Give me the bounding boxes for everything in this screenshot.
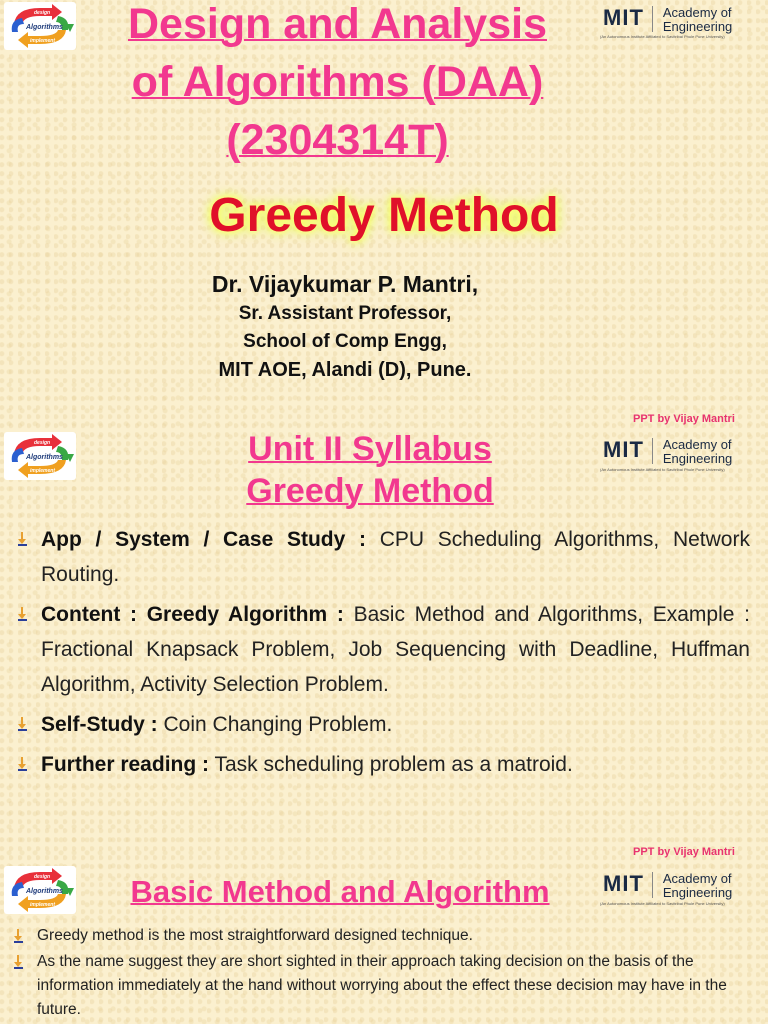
bullet-text: Greedy method is the most straightforward designed technique. <box>37 927 473 944</box>
syllabus-slide <box>0 410 768 830</box>
course-title-line-1: Design and Analysis <box>128 0 547 48</box>
syllabus-bullets <box>14 522 750 782</box>
bullet-label: App / System / Case Study : <box>41 528 366 551</box>
list-item <box>14 597 750 702</box>
affiliation-text: (An Autonomous Institute Affiliated to Savitribai Phule Pune University) <box>600 901 725 906</box>
course-title-line-2: of Algorithms (DAA) <box>131 58 544 106</box>
bullet-arrow-icon <box>18 607 28 622</box>
mit-aoe-logo <box>603 6 732 34</box>
logo-divider <box>652 872 653 898</box>
ppt-credit: PPT by Vijay Mantri <box>633 413 735 425</box>
bullet-text: Coin Changing Problem. <box>157 713 393 736</box>
academy-line-1: Academy of <box>662 437 732 452</box>
course-title-line-3: (2304314T) <box>226 116 449 164</box>
bullet-text: Basic Method and Algorithms, Example : Fractional Knapsack Problem, Job Sequencing with Deadline, Huffman Algorithm, Activity Selection Problem. <box>41 603 750 696</box>
list-item <box>14 747 750 782</box>
list-item <box>14 707 750 742</box>
author-institute: MIT AOE, Alandi (D), Pune. <box>218 359 472 381</box>
title-slide <box>0 0 768 410</box>
algorithm-cycle-logo <box>4 432 76 480</box>
academy-line-2: Engineering <box>662 19 733 34</box>
academy-text <box>663 872 732 900</box>
topic-title: Greedy Method <box>209 189 559 242</box>
academy-text <box>663 6 732 34</box>
bullet-text: CPU Scheduling Algorithms, Network Routing. <box>41 528 750 586</box>
bullet-label: Self-Study : <box>41 713 158 736</box>
bullet-arrow-icon <box>18 757 28 772</box>
affiliation-text: (An Autonomous Institute Affiliated to Savitribai Phule Pune University) <box>600 467 725 472</box>
basic-method-title: Basic Method and Algorithm <box>130 874 550 909</box>
academy-line-2: Engineering <box>662 885 733 900</box>
academy-line-1: Academy of <box>662 871 732 886</box>
syllabus-title <box>180 428 560 512</box>
affiliation-text: (An Autonomous Institute Affiliated to Savitribai Phule Pune University) <box>600 34 725 39</box>
logo-divider <box>652 6 653 32</box>
mit-aoe-logo <box>603 438 732 466</box>
basic-method-bullets <box>10 924 755 1022</box>
bullet-arrow-icon <box>18 532 28 547</box>
academy-line-2: Engineering <box>662 451 733 466</box>
bullet-arrow-icon <box>18 717 28 732</box>
logo-divider <box>652 438 653 464</box>
academy-line-1: Academy of <box>662 5 732 20</box>
list-item <box>10 924 755 948</box>
bullet-label: Further reading : <box>41 753 210 776</box>
ppt-credit: PPT by Vijay Mantri <box>633 846 735 858</box>
author-department: School of Comp Engg, <box>243 331 447 352</box>
basic-method-slide <box>0 838 768 1024</box>
bullet-arrow-icon <box>14 955 24 970</box>
mit-wordmark: MIT <box>603 871 644 896</box>
algorithm-cycle-logo <box>4 866 76 914</box>
academy-text <box>663 438 732 466</box>
bullet-text: Task scheduling problem as a matroid. <box>209 753 573 776</box>
bullet-arrow-icon <box>14 929 24 944</box>
mit-wordmark: MIT <box>603 437 644 462</box>
syllabus-title-line-2: Greedy Method <box>246 472 494 510</box>
bullet-text: As the name suggest they are short sighted in their approach taking decision on the basis of the information immediately at the hand without worrying about the effect these decision may have in the future. <box>37 953 727 1018</box>
course-title <box>60 0 615 164</box>
list-item <box>14 522 750 592</box>
bullet-label: Content : Greedy Algorithm : <box>41 603 344 626</box>
syllabus-title-line-1: Unit II Syllabus <box>248 430 492 468</box>
list-item <box>10 950 755 1022</box>
author-name: Dr. Vijaykumar P. Mantri, <box>211 271 479 297</box>
mit-aoe-logo <box>603 872 732 900</box>
author-designation: Sr. Assistant Professor, <box>238 303 452 324</box>
mit-wordmark: MIT <box>603 5 644 30</box>
